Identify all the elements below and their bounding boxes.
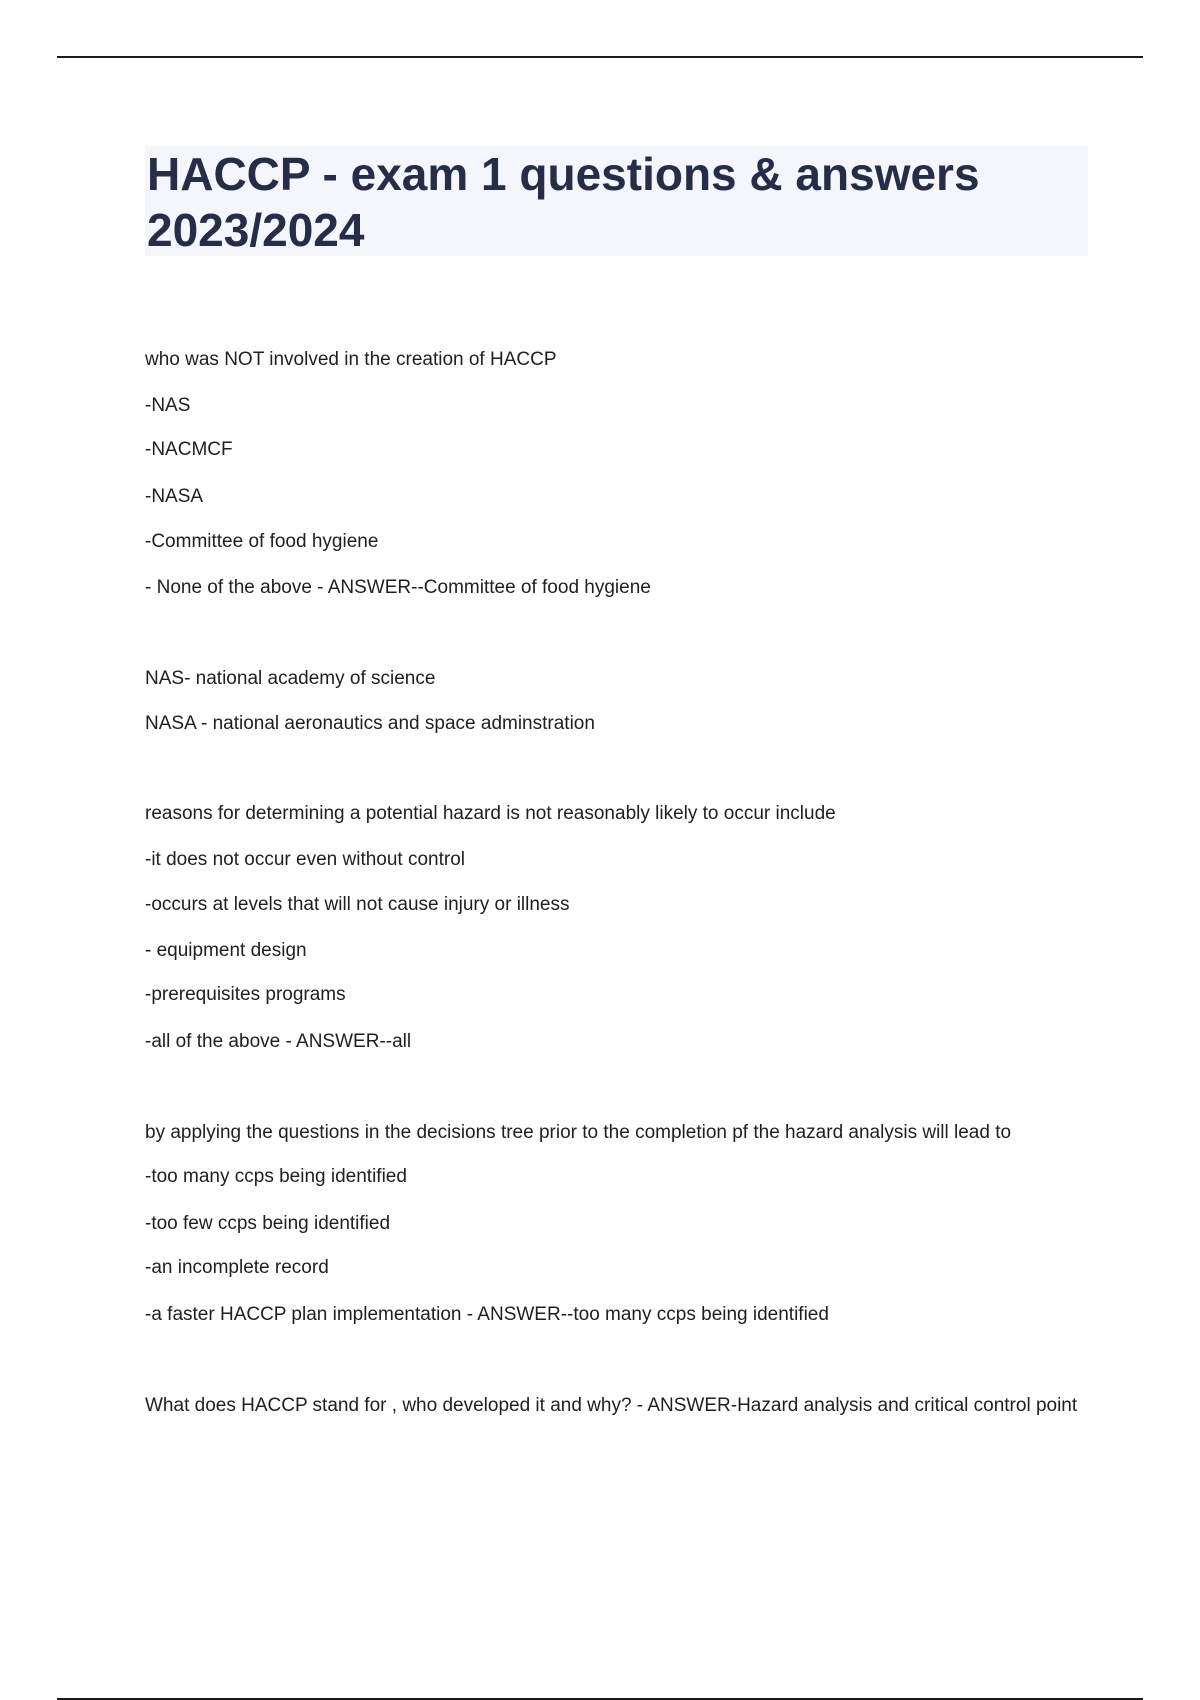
option-line: -too few ccps being identified xyxy=(145,1213,391,1234)
question-text: by applying the questions in the decisions tree prior to the completion pf the hazard analysis will lead to xyxy=(145,1122,1012,1143)
option-line: -it does not occur even without control xyxy=(145,849,466,870)
option-line: -occurs at levels that will not cause injury or illness xyxy=(145,894,570,915)
option-line: -prerequisites programs xyxy=(145,984,346,1005)
option-line: -NACMCF xyxy=(145,439,233,460)
option-line: -NASA xyxy=(145,486,204,507)
option-line: -too many ccps being identified xyxy=(145,1166,407,1187)
question-text: reasons for determining a potential hazard is not reasonably likely to occur include xyxy=(145,803,836,824)
answer-line: - None of the above - ANSWER--Committee of food hygiene xyxy=(145,577,651,598)
answer-line: -a faster HACCP plan implementation - ANSWER--too many ccps being identified xyxy=(145,1304,829,1325)
question-answer-text: What does HACCP stand for , who developed it and why? - ANSWER-Hazard analysis and critical control point xyxy=(145,1395,1078,1416)
question-text: who was NOT involved in the creation of HACCP xyxy=(145,349,557,370)
answer-line: -all of the above - ANSWER--all xyxy=(145,1031,412,1052)
note-line: NASA - national aeronautics and space adminstration xyxy=(145,713,595,734)
note-line: NAS- national academy of science xyxy=(145,668,436,689)
option-line: -an incomplete record xyxy=(145,1257,329,1278)
document-title: HACCP - exam 1 questions & answers 2023/2024 xyxy=(147,148,980,256)
top-rule xyxy=(57,56,1143,58)
option-line: -NAS xyxy=(145,395,191,416)
option-line: -Committee of food hygiene xyxy=(145,531,379,552)
option-line: - equipment design xyxy=(145,940,307,961)
